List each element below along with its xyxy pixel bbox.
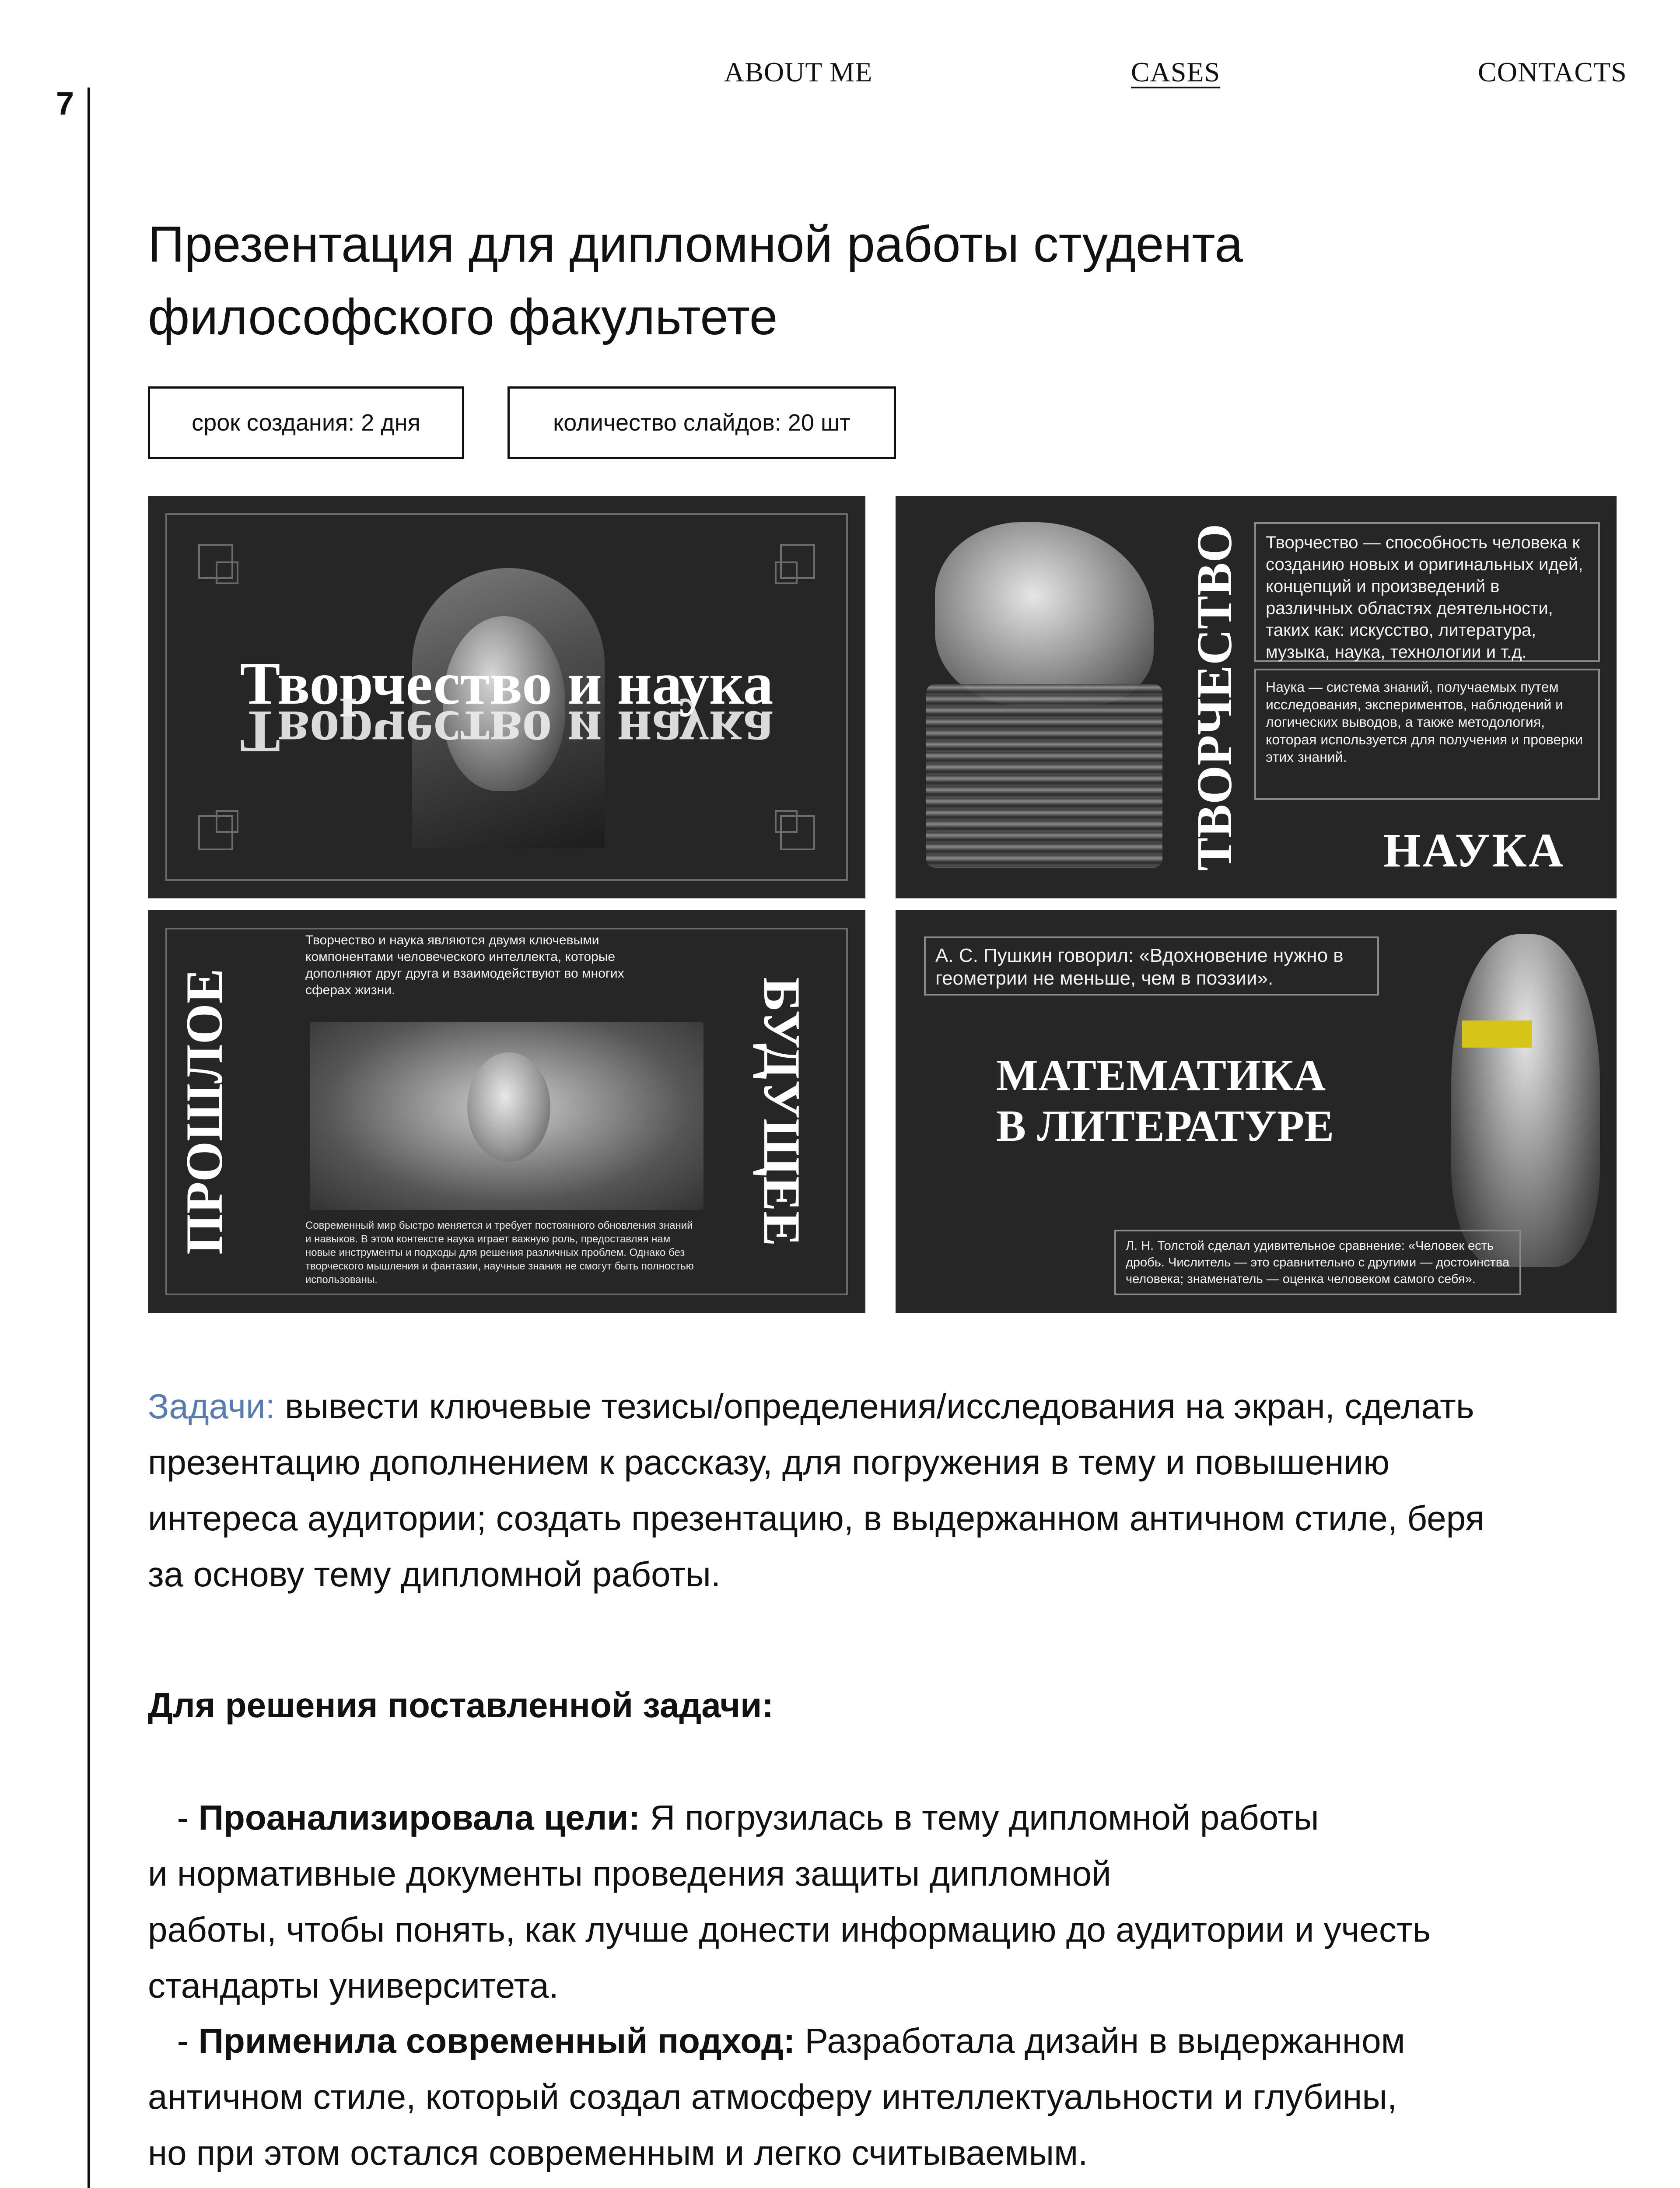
pushkin-quote: А. С. Пушкин говорил: «Вдохновение нужно в геометрии не меньше, чем в поэзии». — [924, 936, 1379, 996]
item-label: Применила современный подход: — [198, 2021, 795, 2060]
corner-ornament — [775, 561, 798, 584]
slide-2-bottom-title: НАУКА — [1383, 824, 1565, 877]
solution-item — [148, 2181, 1600, 2188]
tasks-line: интереса аудитории; создать презентацию, в выдержанном античном стиле, беря — [148, 1499, 1484, 1538]
nav-cases[interactable]: CASES — [1131, 56, 1221, 88]
tasks-label: Задачи: — [148, 1387, 275, 1426]
page-title: Презентация для дипломной работы студента философского факультете — [148, 216, 1243, 345]
slide-3-intro-text: Творчество и наука являются двумя ключевыми компонентами человеческого интеллекта, которые дополняют друг друга и взаимодействуют во многих сферах жизни. — [305, 933, 624, 997]
tasks-paragraph — [148, 1378, 1600, 1602]
slide-preview-4 — [896, 910, 1617, 1313]
slide-3-body-text: Современный мир быстро меняется и требует постоянного обновления знаний и навыков. В этом контексте наука играет важную роль, предоставляя нам новые инструменты и подходы для решения различных проблем. Однако без творческого мышления и фантазии, научные знания не смогут быть полностью использованы. — [305, 1220, 694, 1286]
solution-item-line: стандарты университета. — [148, 1966, 559, 2005]
slide-3-left-title: ПРОШЛОЕ — [175, 968, 233, 1255]
item-prefix: - — [148, 1798, 199, 1837]
corner-ornament — [216, 561, 238, 584]
slide-3-right-title: БУДУЩЕЕ — [753, 977, 811, 1246]
tasks-text: вывести ключевые тезисы/определения/исследования на экран, сделать — [275, 1387, 1474, 1426]
slide-count-badge: количество слайдов: 20 шт — [508, 386, 896, 459]
creation-time-badge: срок создания: 2 дня — [148, 386, 464, 459]
item-prefix: - — [148, 2021, 199, 2060]
creativity-definition: Творчество — способность человека к созданию новых и оригинальных идей, концепций и произведений в различных областях деятельности, таких как: искусство, литература, музыка, наука, технологии и т.д. — [1254, 522, 1600, 662]
slide-4-title-line: В ЛИТЕРАТУРЕ — [996, 1101, 1334, 1151]
solution-item-line: античном стиле, который создал атмосферу интеллектуальности и глубины, — [148, 2077, 1397, 2116]
tasks-line: презентацию дополнением к рассказу, для погружения в тему и повышению — [148, 1443, 1390, 1482]
science-definition: Наука — система знаний, получаемых путем исследования, экспериментов, наблюдений и логических выводов, а также методология, которая используется для получения и проверки этих знаний. — [1254, 669, 1600, 800]
slide-1-title: Творчество и наука — [240, 650, 774, 717]
tasks-line — [148, 1378, 1600, 1434]
yellow-eye-band — [1462, 1020, 1532, 1048]
solution-item — [148, 2013, 1600, 2181]
corner-ornament — [216, 810, 238, 833]
nav-contacts[interactable]: CONTACTS — [1478, 56, 1627, 88]
item-text: Я погрузилась в тему дипломной работы — [640, 1798, 1319, 1837]
corner-ornament — [775, 810, 798, 833]
solution-item-line: работы, чтобы понять, как лучше донести информацию до аудитории и учесть — [148, 1910, 1431, 1949]
relief-sculpture-image — [310, 1022, 704, 1210]
water-reflection-image — [926, 684, 1162, 868]
slide-1-title-reflection: Творчество и наука — [240, 698, 774, 765]
solution-item — [148, 1790, 1600, 2014]
solution-item-line — [148, 1790, 1600, 1846]
slide-4-title — [996, 1050, 1334, 1152]
david-bust-image — [1451, 934, 1600, 1267]
slide-2-vertical-title: ТВОРЧЕСТВО — [1186, 523, 1242, 871]
item-label: Проанализировала цели: — [198, 1798, 640, 1837]
slide-preview-2 — [896, 496, 1617, 898]
tolstoy-quote: Л. Н. Толстой сделал удивительное сравнение: «Человек есть дробь. Числитель — это сравнительно с другими — достоинства человека; знаменатель — оценка человеком самого себя». — [1114, 1230, 1521, 1295]
slide-preview-3 — [148, 910, 865, 1313]
broken-bust-image — [935, 522, 1154, 706]
side-divider — [88, 88, 90, 2188]
tasks-line: за основу тему дипломной работы. — [148, 1555, 721, 1594]
solution-item-line — [148, 2181, 1600, 2188]
solution-heading: Для решения поставленной задачи: — [148, 1686, 774, 1725]
nav-about-me[interactable]: ABOUT ME — [724, 56, 873, 88]
solution-item-line: и нормативные документы проведения защиты дипломной — [148, 1854, 1111, 1893]
slide-4-title-line: МАТЕМАТИКА — [996, 1051, 1326, 1100]
solution-item-line: но при этом остался современным и легко считываемым. — [148, 2133, 1088, 2172]
page-number: 7 — [56, 85, 74, 122]
medusa-face — [467, 1052, 550, 1162]
slide-preview-1 — [148, 496, 865, 898]
item-text: Разработала дизайн в выдержанном — [795, 2021, 1405, 2060]
solution-item-line — [148, 2013, 1600, 2069]
